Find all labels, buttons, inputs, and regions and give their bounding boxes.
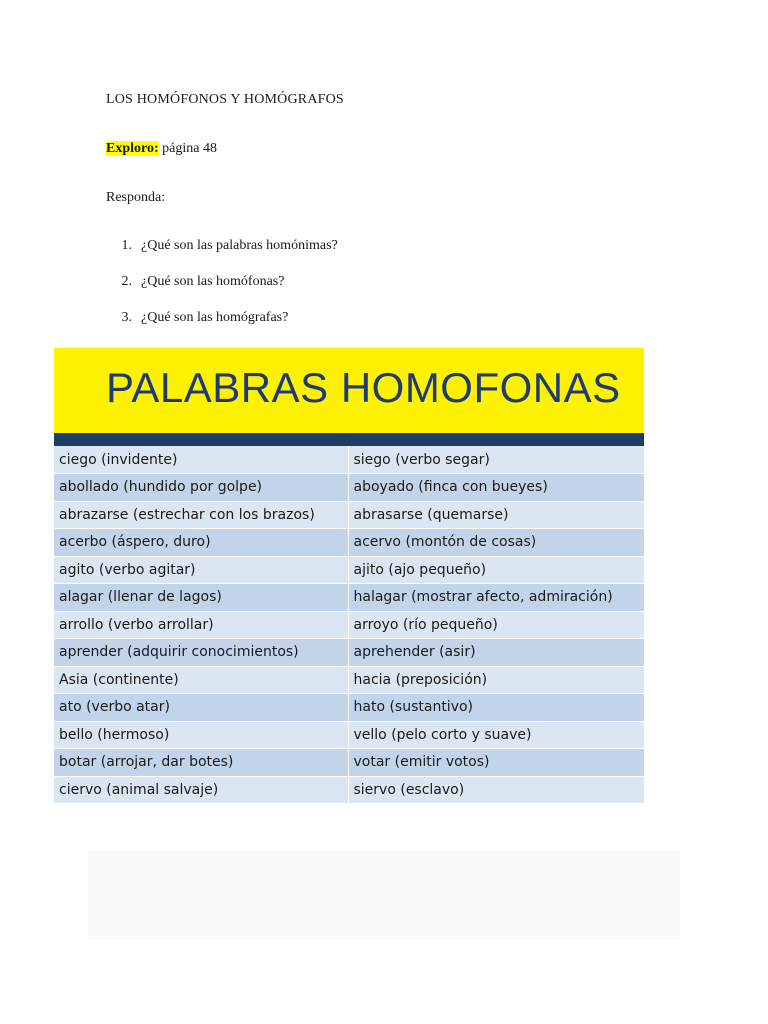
table-row bbox=[54, 584, 644, 612]
figure-title: PALABRAS HOMOFONAS bbox=[106, 364, 621, 411]
table-cell-word: arrollo (verbo arrollar) bbox=[54, 611, 348, 639]
document-title: LOS HOMÓFONOS Y HOMÓGRAFOS bbox=[106, 92, 344, 107]
question-item bbox=[106, 238, 338, 254]
explore-line bbox=[106, 141, 217, 157]
table-row bbox=[54, 639, 644, 667]
explore-page: página 48 bbox=[158, 141, 217, 156]
question-text: ¿Qué son las homófonas? bbox=[141, 274, 285, 289]
table-row bbox=[54, 556, 644, 584]
table-cell-homophone: aprehender (asir) bbox=[348, 639, 644, 667]
figure-banner bbox=[54, 348, 644, 433]
table-row bbox=[54, 694, 644, 722]
table-cell-word: abrazarse (estrechar con los brazos) bbox=[54, 501, 348, 529]
table-cell-word: alagar (llenar de lagos) bbox=[54, 584, 348, 612]
respond-label: Responda: bbox=[106, 190, 166, 205]
table-cell-homophone: halagar (mostrar afecto, admiración) bbox=[348, 584, 644, 612]
table-cell-word: ciego (invidente) bbox=[54, 446, 348, 474]
table-cell-homophone: vello (pelo corto y suave) bbox=[348, 721, 644, 749]
blank-content-area bbox=[88, 850, 680, 940]
table-cell-word: Asia (continente) bbox=[54, 666, 348, 694]
homophone-table bbox=[54, 446, 644, 804]
table-cell-homophone: siego (verbo segar) bbox=[348, 446, 644, 474]
table-cell-homophone: aboyado (finca con bueyes) bbox=[348, 474, 644, 502]
table-cell-word: bello (hermoso) bbox=[54, 721, 348, 749]
table-cell-word: ato (verbo atar) bbox=[54, 694, 348, 722]
table-cell-word: botar (arrojar, dar botes) bbox=[54, 749, 348, 777]
table-cell-word: aprender (adquirir conocimientos) bbox=[54, 639, 348, 667]
question-item bbox=[106, 274, 284, 290]
figure-divider-bar bbox=[54, 433, 644, 446]
table-cell-homophone: hato (sustantivo) bbox=[348, 694, 644, 722]
homophone-figure bbox=[54, 348, 644, 807]
table-cell-homophone: arroyo (río pequeño) bbox=[348, 611, 644, 639]
table-row bbox=[54, 501, 644, 529]
table-row bbox=[54, 529, 644, 557]
table-cell-homophone: hacia (preposición) bbox=[348, 666, 644, 694]
table-row bbox=[54, 446, 644, 474]
question-number: 2. bbox=[121, 274, 132, 289]
table-cell-word: agito (verbo agitar) bbox=[54, 556, 348, 584]
table-row bbox=[54, 611, 644, 639]
question-number: 1. bbox=[121, 238, 132, 253]
table-cell-word: ciervo (animal salvaje) bbox=[54, 776, 348, 804]
question-number: 3. bbox=[121, 310, 132, 325]
table-row bbox=[54, 666, 644, 694]
table-row bbox=[54, 749, 644, 777]
table-cell-homophone: abrasarse (quemarse) bbox=[348, 501, 644, 529]
table-cell-homophone: acervo (montón de cosas) bbox=[348, 529, 644, 557]
question-item bbox=[106, 310, 288, 326]
explore-label: Exploro: bbox=[106, 141, 159, 156]
question-text: ¿Qué son las palabras homónimas? bbox=[141, 238, 338, 253]
table-row bbox=[54, 721, 644, 749]
table-row bbox=[54, 776, 644, 804]
table-row bbox=[54, 474, 644, 502]
table-cell-homophone: votar (emitir votos) bbox=[348, 749, 644, 777]
table-cell-homophone: ajito (ajo pequeño) bbox=[348, 556, 644, 584]
table-cell-homophone: siervo (esclavo) bbox=[348, 776, 644, 804]
table-cell-word: abollado (hundido por golpe) bbox=[54, 474, 348, 502]
question-text: ¿Qué son las homógrafas? bbox=[141, 310, 289, 325]
table-cell-word: acerbo (áspero, duro) bbox=[54, 529, 348, 557]
